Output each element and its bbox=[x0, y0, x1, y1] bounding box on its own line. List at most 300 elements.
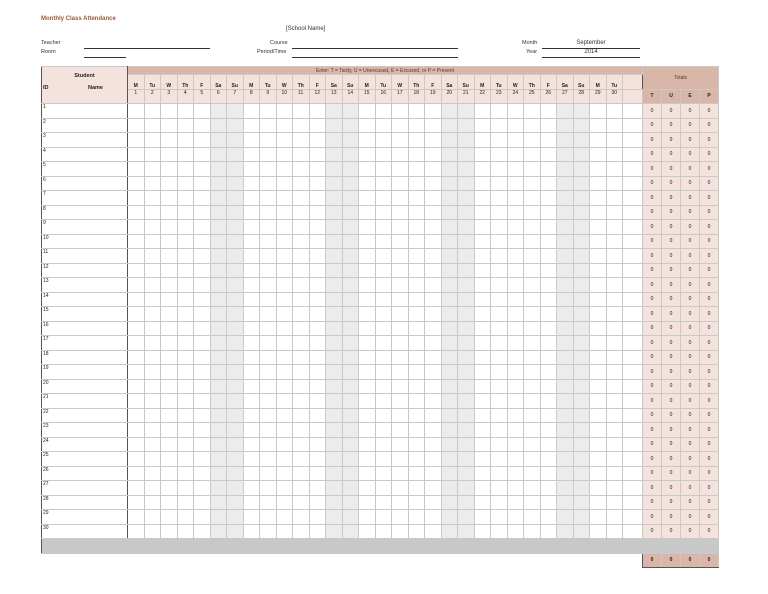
attendance-cell[interactable] bbox=[342, 466, 359, 481]
attendance-cell[interactable] bbox=[590, 336, 607, 351]
attendance-cell[interactable] bbox=[606, 104, 623, 119]
attendance-cell[interactable] bbox=[392, 510, 409, 525]
attendance-cell[interactable] bbox=[392, 176, 409, 191]
attendance-cell[interactable] bbox=[243, 104, 260, 119]
attendance-cell[interactable] bbox=[161, 263, 178, 278]
attendance-cell[interactable] bbox=[590, 466, 607, 481]
attendance-cell[interactable] bbox=[392, 452, 409, 467]
attendance-cell[interactable] bbox=[359, 466, 376, 481]
attendance-cell[interactable] bbox=[474, 104, 491, 119]
attendance-cell[interactable] bbox=[243, 278, 260, 293]
attendance-cell[interactable] bbox=[606, 263, 623, 278]
attendance-cell[interactable] bbox=[243, 205, 260, 220]
student-id[interactable]: 16 bbox=[42, 321, 128, 336]
attendance-cell[interactable] bbox=[243, 408, 260, 423]
attendance-cell[interactable] bbox=[144, 350, 161, 365]
attendance-cell[interactable] bbox=[161, 394, 178, 409]
attendance-cell[interactable] bbox=[144, 263, 161, 278]
student-id[interactable]: 15 bbox=[42, 307, 128, 322]
attendance-cell[interactable] bbox=[441, 191, 458, 206]
attendance-cell[interactable] bbox=[408, 263, 425, 278]
attendance-cell[interactable] bbox=[210, 147, 227, 162]
attendance-cell[interactable] bbox=[590, 321, 607, 336]
attendance-cell[interactable] bbox=[260, 220, 277, 235]
attendance-cell[interactable] bbox=[540, 423, 557, 438]
attendance-cell[interactable] bbox=[144, 278, 161, 293]
attendance-cell[interactable] bbox=[276, 147, 293, 162]
attendance-cell[interactable] bbox=[144, 394, 161, 409]
attendance-cell[interactable] bbox=[309, 234, 326, 249]
attendance-cell[interactable] bbox=[606, 423, 623, 438]
attendance-cell[interactable] bbox=[392, 394, 409, 409]
attendance-cell[interactable] bbox=[507, 452, 524, 467]
attendance-cell[interactable] bbox=[194, 307, 211, 322]
attendance-cell[interactable] bbox=[590, 408, 607, 423]
attendance-cell[interactable] bbox=[375, 147, 392, 162]
attendance-cell[interactable] bbox=[144, 321, 161, 336]
attendance-cell[interactable] bbox=[375, 191, 392, 206]
attendance-cell[interactable] bbox=[425, 263, 442, 278]
attendance-cell[interactable] bbox=[194, 350, 211, 365]
attendance-cell[interactable] bbox=[557, 278, 574, 293]
attendance-cell[interactable] bbox=[375, 292, 392, 307]
attendance-cell[interactable] bbox=[606, 118, 623, 133]
attendance-cell[interactable] bbox=[326, 118, 343, 133]
student-id[interactable]: 13 bbox=[42, 278, 128, 293]
attendance-cell[interactable] bbox=[408, 249, 425, 264]
attendance-cell[interactable] bbox=[540, 147, 557, 162]
attendance-cell[interactable] bbox=[458, 162, 475, 177]
attendance-cell[interactable] bbox=[375, 423, 392, 438]
attendance-cell[interactable] bbox=[128, 394, 145, 409]
attendance-cell[interactable] bbox=[540, 104, 557, 119]
attendance-cell[interactable] bbox=[194, 481, 211, 496]
student-id[interactable]: 3 bbox=[42, 133, 128, 148]
attendance-cell[interactable] bbox=[540, 220, 557, 235]
attendance-cell[interactable] bbox=[573, 147, 590, 162]
attendance-cell[interactable] bbox=[276, 292, 293, 307]
attendance-cell[interactable] bbox=[573, 234, 590, 249]
attendance-cell[interactable] bbox=[309, 205, 326, 220]
attendance-cell[interactable] bbox=[590, 278, 607, 293]
attendance-cell[interactable] bbox=[590, 249, 607, 264]
attendance-cell[interactable] bbox=[540, 176, 557, 191]
attendance-cell[interactable] bbox=[458, 249, 475, 264]
attendance-cell[interactable] bbox=[227, 408, 244, 423]
attendance-cell[interactable] bbox=[491, 423, 508, 438]
attendance-cell[interactable] bbox=[227, 249, 244, 264]
attendance-cell[interactable] bbox=[408, 292, 425, 307]
student-id[interactable]: 10 bbox=[42, 234, 128, 249]
attendance-cell[interactable] bbox=[392, 495, 409, 510]
attendance-cell[interactable] bbox=[309, 437, 326, 452]
attendance-cell[interactable] bbox=[326, 510, 343, 525]
attendance-cell[interactable] bbox=[408, 321, 425, 336]
attendance-cell[interactable] bbox=[144, 133, 161, 148]
attendance-cell[interactable] bbox=[210, 365, 227, 380]
attendance-cell[interactable] bbox=[573, 176, 590, 191]
attendance-cell[interactable] bbox=[573, 452, 590, 467]
attendance-cell[interactable] bbox=[375, 162, 392, 177]
attendance-cell[interactable] bbox=[573, 162, 590, 177]
attendance-cell[interactable] bbox=[309, 162, 326, 177]
attendance-cell[interactable] bbox=[425, 292, 442, 307]
attendance-cell[interactable] bbox=[210, 205, 227, 220]
attendance-cell[interactable] bbox=[408, 234, 425, 249]
attendance-cell[interactable] bbox=[557, 365, 574, 380]
attendance-cell[interactable] bbox=[507, 394, 524, 409]
attendance-cell[interactable] bbox=[309, 452, 326, 467]
attendance-cell[interactable] bbox=[342, 234, 359, 249]
attendance-cell[interactable] bbox=[557, 379, 574, 394]
attendance-cell[interactable] bbox=[177, 249, 194, 264]
attendance-cell[interactable] bbox=[441, 510, 458, 525]
student-id[interactable]: 29 bbox=[42, 510, 128, 525]
attendance-cell[interactable] bbox=[474, 510, 491, 525]
attendance-cell[interactable] bbox=[161, 452, 178, 467]
attendance-cell[interactable] bbox=[474, 452, 491, 467]
attendance-cell[interactable] bbox=[491, 452, 508, 467]
attendance-cell[interactable] bbox=[573, 278, 590, 293]
attendance-cell[interactable] bbox=[491, 510, 508, 525]
attendance-cell[interactable] bbox=[441, 495, 458, 510]
attendance-cell[interactable] bbox=[293, 147, 310, 162]
attendance-cell[interactable] bbox=[474, 292, 491, 307]
attendance-cell[interactable] bbox=[227, 278, 244, 293]
attendance-cell[interactable] bbox=[342, 452, 359, 467]
attendance-cell[interactable] bbox=[590, 379, 607, 394]
attendance-cell[interactable] bbox=[293, 437, 310, 452]
attendance-cell[interactable] bbox=[606, 321, 623, 336]
attendance-cell[interactable] bbox=[606, 466, 623, 481]
attendance-cell[interactable] bbox=[375, 133, 392, 148]
attendance-cell[interactable] bbox=[491, 481, 508, 496]
attendance-cell[interactable] bbox=[425, 249, 442, 264]
attendance-cell[interactable] bbox=[590, 481, 607, 496]
attendance-cell[interactable] bbox=[606, 524, 623, 539]
attendance-cell[interactable] bbox=[342, 133, 359, 148]
attendance-cell[interactable] bbox=[573, 524, 590, 539]
attendance-cell[interactable] bbox=[260, 307, 277, 322]
attendance-cell[interactable] bbox=[326, 524, 343, 539]
attendance-cell[interactable] bbox=[590, 365, 607, 380]
attendance-cell[interactable] bbox=[441, 292, 458, 307]
attendance-cell[interactable] bbox=[309, 191, 326, 206]
attendance-cell[interactable] bbox=[161, 437, 178, 452]
attendance-cell[interactable] bbox=[144, 466, 161, 481]
attendance-cell[interactable] bbox=[408, 408, 425, 423]
attendance-cell[interactable] bbox=[458, 394, 475, 409]
attendance-cell[interactable] bbox=[342, 481, 359, 496]
attendance-cell[interactable] bbox=[507, 205, 524, 220]
attendance-cell[interactable] bbox=[425, 220, 442, 235]
attendance-cell[interactable] bbox=[227, 365, 244, 380]
attendance-cell[interactable] bbox=[260, 423, 277, 438]
attendance-cell[interactable] bbox=[590, 510, 607, 525]
attendance-cell[interactable] bbox=[524, 292, 541, 307]
attendance-cell[interactable] bbox=[590, 176, 607, 191]
attendance-cell[interactable] bbox=[524, 379, 541, 394]
attendance-cell[interactable] bbox=[491, 234, 508, 249]
attendance-cell[interactable] bbox=[194, 249, 211, 264]
attendance-cell[interactable] bbox=[177, 307, 194, 322]
attendance-cell[interactable] bbox=[210, 162, 227, 177]
attendance-cell[interactable] bbox=[309, 278, 326, 293]
attendance-cell[interactable] bbox=[177, 118, 194, 133]
attendance-cell[interactable] bbox=[458, 263, 475, 278]
attendance-cell[interactable] bbox=[557, 205, 574, 220]
attendance-cell[interactable] bbox=[408, 104, 425, 119]
attendance-cell[interactable] bbox=[441, 220, 458, 235]
attendance-cell[interactable] bbox=[326, 481, 343, 496]
attendance-cell[interactable] bbox=[408, 307, 425, 322]
attendance-cell[interactable] bbox=[177, 495, 194, 510]
student-id[interactable]: 6 bbox=[42, 176, 128, 191]
attendance-cell[interactable] bbox=[210, 437, 227, 452]
attendance-cell[interactable] bbox=[458, 350, 475, 365]
attendance-cell[interactable] bbox=[210, 321, 227, 336]
attendance-cell[interactable] bbox=[260, 350, 277, 365]
attendance-cell[interactable] bbox=[177, 292, 194, 307]
attendance-cell[interactable] bbox=[326, 263, 343, 278]
attendance-cell[interactable] bbox=[293, 423, 310, 438]
attendance-cell[interactable] bbox=[408, 466, 425, 481]
attendance-cell[interactable] bbox=[177, 394, 194, 409]
attendance-cell[interactable] bbox=[293, 350, 310, 365]
attendance-cell[interactable] bbox=[425, 336, 442, 351]
attendance-cell[interactable] bbox=[408, 162, 425, 177]
attendance-cell[interactable] bbox=[590, 205, 607, 220]
attendance-cell[interactable] bbox=[392, 104, 409, 119]
attendance-cell[interactable] bbox=[392, 234, 409, 249]
attendance-cell[interactable] bbox=[458, 437, 475, 452]
attendance-cell[interactable] bbox=[392, 321, 409, 336]
attendance-cell[interactable] bbox=[524, 495, 541, 510]
attendance-cell[interactable] bbox=[293, 524, 310, 539]
attendance-cell[interactable] bbox=[276, 437, 293, 452]
attendance-cell[interactable] bbox=[243, 336, 260, 351]
attendance-cell[interactable] bbox=[408, 510, 425, 525]
attendance-cell[interactable] bbox=[293, 481, 310, 496]
attendance-cell[interactable] bbox=[524, 423, 541, 438]
attendance-cell[interactable] bbox=[194, 379, 211, 394]
attendance-cell[interactable] bbox=[606, 278, 623, 293]
attendance-cell[interactable] bbox=[326, 292, 343, 307]
attendance-cell[interactable] bbox=[375, 176, 392, 191]
attendance-cell[interactable] bbox=[177, 452, 194, 467]
attendance-cell[interactable] bbox=[144, 481, 161, 496]
attendance-cell[interactable] bbox=[375, 379, 392, 394]
attendance-cell[interactable] bbox=[276, 452, 293, 467]
attendance-cell[interactable] bbox=[227, 176, 244, 191]
attendance-cell[interactable] bbox=[128, 423, 145, 438]
attendance-cell[interactable] bbox=[243, 481, 260, 496]
attendance-cell[interactable] bbox=[144, 365, 161, 380]
attendance-cell[interactable] bbox=[342, 191, 359, 206]
attendance-cell[interactable] bbox=[210, 394, 227, 409]
attendance-cell[interactable] bbox=[342, 147, 359, 162]
attendance-cell[interactable] bbox=[606, 307, 623, 322]
attendance-cell[interactable] bbox=[309, 133, 326, 148]
attendance-cell[interactable] bbox=[276, 466, 293, 481]
attendance-cell[interactable] bbox=[342, 408, 359, 423]
attendance-cell[interactable] bbox=[194, 437, 211, 452]
attendance-cell[interactable] bbox=[210, 292, 227, 307]
attendance-cell[interactable] bbox=[408, 176, 425, 191]
attendance-cell[interactable] bbox=[557, 191, 574, 206]
attendance-cell[interactable] bbox=[260, 510, 277, 525]
attendance-cell[interactable] bbox=[507, 408, 524, 423]
attendance-cell[interactable] bbox=[606, 408, 623, 423]
attendance-cell[interactable] bbox=[144, 162, 161, 177]
attendance-cell[interactable] bbox=[507, 162, 524, 177]
attendance-cell[interactable] bbox=[458, 104, 475, 119]
attendance-cell[interactable] bbox=[194, 147, 211, 162]
attendance-cell[interactable] bbox=[177, 176, 194, 191]
attendance-cell[interactable] bbox=[359, 350, 376, 365]
attendance-cell[interactable] bbox=[359, 495, 376, 510]
attendance-cell[interactable] bbox=[573, 118, 590, 133]
attendance-cell[interactable] bbox=[161, 510, 178, 525]
attendance-cell[interactable] bbox=[293, 466, 310, 481]
attendance-cell[interactable] bbox=[177, 350, 194, 365]
attendance-cell[interactable] bbox=[260, 437, 277, 452]
attendance-cell[interactable] bbox=[540, 365, 557, 380]
attendance-cell[interactable] bbox=[276, 481, 293, 496]
attendance-cell[interactable] bbox=[260, 176, 277, 191]
attendance-cell[interactable] bbox=[524, 147, 541, 162]
attendance-cell[interactable] bbox=[227, 350, 244, 365]
attendance-cell[interactable] bbox=[359, 104, 376, 119]
attendance-cell[interactable] bbox=[326, 162, 343, 177]
attendance-cell[interactable] bbox=[507, 191, 524, 206]
attendance-cell[interactable] bbox=[375, 350, 392, 365]
attendance-cell[interactable] bbox=[441, 278, 458, 293]
attendance-cell[interactable] bbox=[276, 336, 293, 351]
attendance-cell[interactable] bbox=[161, 350, 178, 365]
attendance-cell[interactable] bbox=[227, 220, 244, 235]
attendance-cell[interactable] bbox=[540, 191, 557, 206]
attendance-cell[interactable] bbox=[375, 365, 392, 380]
attendance-cell[interactable] bbox=[144, 205, 161, 220]
student-id[interactable]: 28 bbox=[42, 495, 128, 510]
attendance-cell[interactable] bbox=[128, 350, 145, 365]
attendance-cell[interactable] bbox=[144, 437, 161, 452]
attendance-cell[interactable] bbox=[524, 234, 541, 249]
student-id[interactable]: 9 bbox=[42, 220, 128, 235]
attendance-cell[interactable] bbox=[590, 220, 607, 235]
student-id[interactable]: 24 bbox=[42, 437, 128, 452]
attendance-cell[interactable] bbox=[293, 263, 310, 278]
attendance-cell[interactable] bbox=[392, 278, 409, 293]
attendance-cell[interactable] bbox=[260, 365, 277, 380]
attendance-cell[interactable] bbox=[557, 263, 574, 278]
attendance-cell[interactable] bbox=[144, 336, 161, 351]
attendance-cell[interactable] bbox=[507, 510, 524, 525]
attendance-cell[interactable] bbox=[540, 278, 557, 293]
attendance-cell[interactable] bbox=[425, 321, 442, 336]
attendance-cell[interactable] bbox=[342, 176, 359, 191]
attendance-cell[interactable] bbox=[524, 176, 541, 191]
attendance-cell[interactable] bbox=[144, 452, 161, 467]
attendance-cell[interactable] bbox=[507, 365, 524, 380]
attendance-cell[interactable] bbox=[408, 278, 425, 293]
attendance-cell[interactable] bbox=[359, 234, 376, 249]
attendance-cell[interactable] bbox=[243, 350, 260, 365]
attendance-cell[interactable] bbox=[161, 495, 178, 510]
attendance-cell[interactable] bbox=[161, 524, 178, 539]
attendance-cell[interactable] bbox=[128, 452, 145, 467]
attendance-cell[interactable] bbox=[557, 466, 574, 481]
attendance-cell[interactable] bbox=[309, 249, 326, 264]
attendance-cell[interactable] bbox=[590, 437, 607, 452]
student-id[interactable]: 12 bbox=[42, 263, 128, 278]
attendance-cell[interactable] bbox=[194, 510, 211, 525]
attendance-cell[interactable] bbox=[507, 524, 524, 539]
attendance-cell[interactable] bbox=[590, 394, 607, 409]
attendance-cell[interactable] bbox=[441, 394, 458, 409]
attendance-cell[interactable] bbox=[441, 365, 458, 380]
attendance-cell[interactable] bbox=[540, 495, 557, 510]
attendance-cell[interactable] bbox=[557, 437, 574, 452]
attendance-cell[interactable] bbox=[507, 133, 524, 148]
attendance-cell[interactable] bbox=[210, 481, 227, 496]
attendance-cell[interactable] bbox=[507, 292, 524, 307]
attendance-cell[interactable] bbox=[144, 191, 161, 206]
attendance-cell[interactable] bbox=[227, 495, 244, 510]
attendance-cell[interactable] bbox=[161, 307, 178, 322]
attendance-cell[interactable] bbox=[375, 104, 392, 119]
attendance-cell[interactable] bbox=[309, 524, 326, 539]
attendance-cell[interactable] bbox=[408, 423, 425, 438]
attendance-cell[interactable] bbox=[491, 437, 508, 452]
attendance-cell[interactable] bbox=[375, 452, 392, 467]
attendance-cell[interactable] bbox=[441, 350, 458, 365]
attendance-cell[interactable] bbox=[524, 133, 541, 148]
course-field[interactable] bbox=[292, 48, 458, 49]
attendance-cell[interactable] bbox=[540, 510, 557, 525]
attendance-cell[interactable] bbox=[359, 176, 376, 191]
attendance-cell[interactable] bbox=[606, 437, 623, 452]
attendance-cell[interactable] bbox=[326, 220, 343, 235]
attendance-cell[interactable] bbox=[309, 350, 326, 365]
attendance-cell[interactable] bbox=[194, 466, 211, 481]
attendance-cell[interactable] bbox=[573, 510, 590, 525]
attendance-cell[interactable] bbox=[524, 162, 541, 177]
attendance-cell[interactable] bbox=[557, 510, 574, 525]
attendance-cell[interactable] bbox=[507, 336, 524, 351]
student-id[interactable]: 19 bbox=[42, 365, 128, 380]
attendance-cell[interactable] bbox=[408, 147, 425, 162]
attendance-cell[interactable] bbox=[507, 118, 524, 133]
attendance-cell[interactable] bbox=[210, 307, 227, 322]
attendance-cell[interactable] bbox=[375, 263, 392, 278]
attendance-cell[interactable] bbox=[392, 133, 409, 148]
attendance-cell[interactable] bbox=[491, 292, 508, 307]
attendance-cell[interactable] bbox=[177, 205, 194, 220]
attendance-cell[interactable] bbox=[458, 365, 475, 380]
attendance-cell[interactable] bbox=[210, 118, 227, 133]
attendance-cell[interactable] bbox=[392, 162, 409, 177]
attendance-cell[interactable] bbox=[276, 176, 293, 191]
attendance-cell[interactable] bbox=[128, 118, 145, 133]
attendance-cell[interactable] bbox=[293, 191, 310, 206]
attendance-cell[interactable] bbox=[441, 133, 458, 148]
attendance-cell[interactable] bbox=[425, 104, 442, 119]
attendance-cell[interactable] bbox=[144, 495, 161, 510]
attendance-cell[interactable] bbox=[425, 423, 442, 438]
attendance-cell[interactable] bbox=[573, 321, 590, 336]
